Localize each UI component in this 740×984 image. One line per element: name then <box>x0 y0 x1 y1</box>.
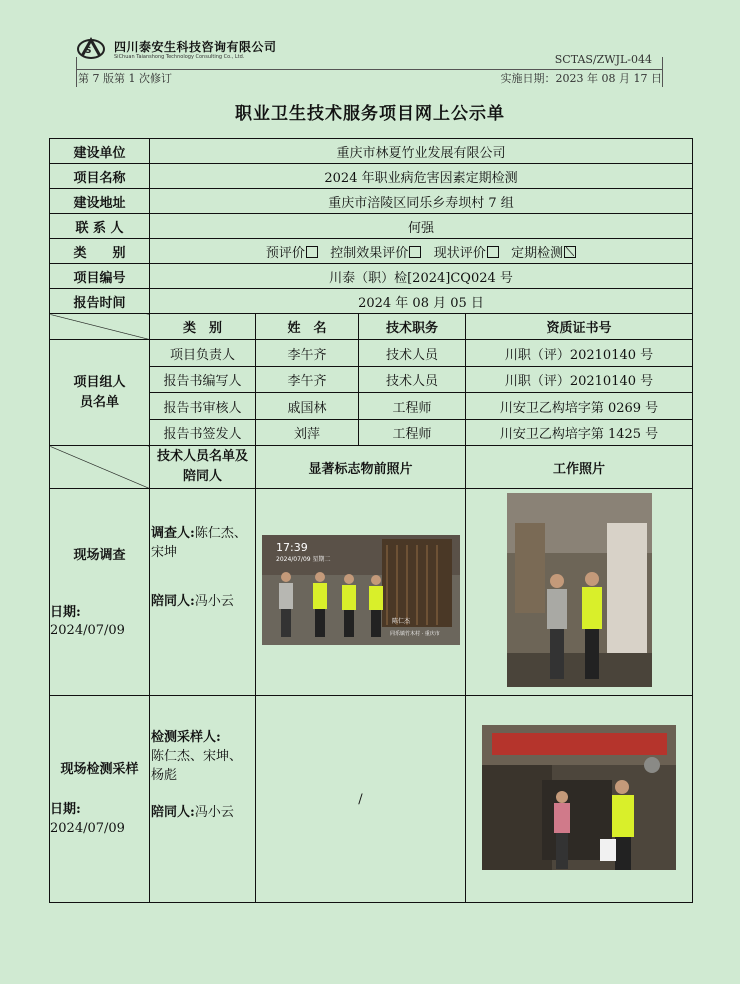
survey-date: 2024/07/09 <box>50 623 125 638</box>
unit-value: 重庆市林夏竹业发展有限公司 <box>150 139 693 164</box>
team-role: 项目负责人 <box>150 340 256 367</box>
team-cert: 川安卫乙构培字第 0269 号 <box>466 393 693 420</box>
header-divider <box>662 57 663 87</box>
sampling-staff-cell <box>150 696 256 903</box>
survey-staff-cell <box>150 489 256 696</box>
sampling-title: 现场检测采样 <box>60 762 139 777</box>
sampling-date-label: 日期: <box>50 802 81 817</box>
sampler-label: 检测采样人: <box>151 730 221 745</box>
project-name-value: 2024 年职业病危害因素定期检测 <box>150 164 693 189</box>
address-value: 重庆市涪陵区同乐乡寿坝村 7 组 <box>150 189 693 214</box>
team-title: 工程师 <box>359 393 466 420</box>
contact-label: 联 系 人 <box>50 214 150 239</box>
team-title: 工程师 <box>359 420 466 446</box>
disclosure-table <box>49 138 693 903</box>
checkbox-periodic[interactable] <box>564 246 576 258</box>
team-name: 李午齐 <box>256 340 359 367</box>
companion: 冯小云 <box>194 594 234 609</box>
staff-header: 技术人员名单及陪同人 <box>150 446 256 489</box>
work-photo-header: 工作照片 <box>466 446 693 489</box>
contact-value: 何强 <box>150 214 693 239</box>
sampling-cell <box>50 696 150 903</box>
company-name-en: SiChuan Taianshong Technology Consulting Co., Ltd. <box>114 54 245 60</box>
samplers: 陈仁杰、宋坤、杨彪 <box>151 749 243 783</box>
team-header-title: 技术职务 <box>359 314 466 340</box>
investigator-label: 调查人: <box>151 526 195 541</box>
survey-sign-photo-cell <box>256 489 466 696</box>
type-option-status: 现状评价 <box>434 246 499 261</box>
project-number-value: 川泰（职）检[2024]CQ024 号 <box>150 264 693 289</box>
team-title: 技术人员 <box>359 340 466 367</box>
survey-title: 现场调查 <box>73 548 126 563</box>
team-cert: 川职（评）20210140 号 <box>466 340 693 367</box>
type-options <box>150 239 693 264</box>
survey-date-label: 日期: <box>50 605 81 620</box>
svg-text:S: S <box>85 46 92 56</box>
team-header-role: 类 别 <box>150 314 256 340</box>
survey-work-photo <box>507 493 652 687</box>
effective-date: 实施日期：2023 年 08 月 17 日 <box>500 72 662 85</box>
companion-label: 陪同人: <box>151 805 195 820</box>
survey-work-photo-cell <box>466 489 693 696</box>
photo-watermark: 陈仁杰 <box>391 618 410 625</box>
companion: 冯小云 <box>194 805 234 820</box>
team-header-name: 姓 名 <box>256 314 359 340</box>
team-role: 报告书签发人 <box>150 420 256 446</box>
team-group-label: 项目组人员名单 <box>50 340 150 446</box>
survey-cell <box>50 489 150 696</box>
type-option-control: 控制效果评价 <box>330 246 421 261</box>
checkbox-status[interactable] <box>487 246 499 258</box>
sampling-work-photo-cell <box>466 696 693 903</box>
team-role: 报告书编写人 <box>150 367 256 393</box>
diagonal-header-cell <box>50 446 150 489</box>
unit-label: 建设单位 <box>50 139 150 164</box>
sampling-sign-photo-cell: / <box>256 696 466 903</box>
companion-label: 陪同人: <box>151 594 195 609</box>
team-role: 报告书审核人 <box>150 393 256 420</box>
revision-label: 第 7 版第 1 次修订 <box>78 72 172 85</box>
checkbox-control[interactable] <box>409 246 421 258</box>
survey-sign-photo <box>262 535 460 645</box>
photo-location: 同乐镇竹木村 · 重庆市 <box>389 631 440 637</box>
team-name: 李午齐 <box>256 367 359 393</box>
team-cert: 川安卫乙构培字第 1425 号 <box>466 420 693 446</box>
investigators: 陈仁杰、宋坤 <box>151 526 247 560</box>
page-title: 职业卫生技术服务项目网上公示单 <box>235 104 505 124</box>
team-cert: 川职（评）20210140 号 <box>466 367 693 393</box>
project-number-label: 项目编号 <box>50 264 150 289</box>
type-label: 类 别 <box>50 239 150 264</box>
photo-date: 2024/07/09 星期二 <box>275 556 330 563</box>
diagonal-header-cell <box>50 314 150 340</box>
team-name: 刘萍 <box>256 420 359 446</box>
type-option-periodic: 定期检测 <box>511 246 576 261</box>
address-label: 建设地址 <box>50 189 150 214</box>
header-divider <box>76 57 77 87</box>
checkbox-pre[interactable] <box>306 246 318 258</box>
type-option-pre: 预评价 <box>266 246 318 261</box>
team-name: 戚国林 <box>256 393 359 420</box>
report-time-label: 报告时间 <box>50 289 150 314</box>
sampling-date: 2024/07/09 <box>50 821 125 836</box>
report-time-value: 2024 年 08 月 05 日 <box>150 289 693 314</box>
company-name: 四川泰安生科技咨询有限公司 <box>114 40 277 54</box>
sampling-work-photo <box>482 725 676 870</box>
team-title: 技术人员 <box>359 367 466 393</box>
team-header-cert: 资质证书号 <box>466 314 693 340</box>
project-name-label: 项目名称 <box>50 164 150 189</box>
photo-time: 17:39 <box>275 541 308 554</box>
document-code: SCTAS/ZWJL-044 <box>554 53 652 66</box>
company-logo-icon <box>76 34 106 64</box>
sign-photo-header: 显著标志物前照片 <box>256 446 466 489</box>
